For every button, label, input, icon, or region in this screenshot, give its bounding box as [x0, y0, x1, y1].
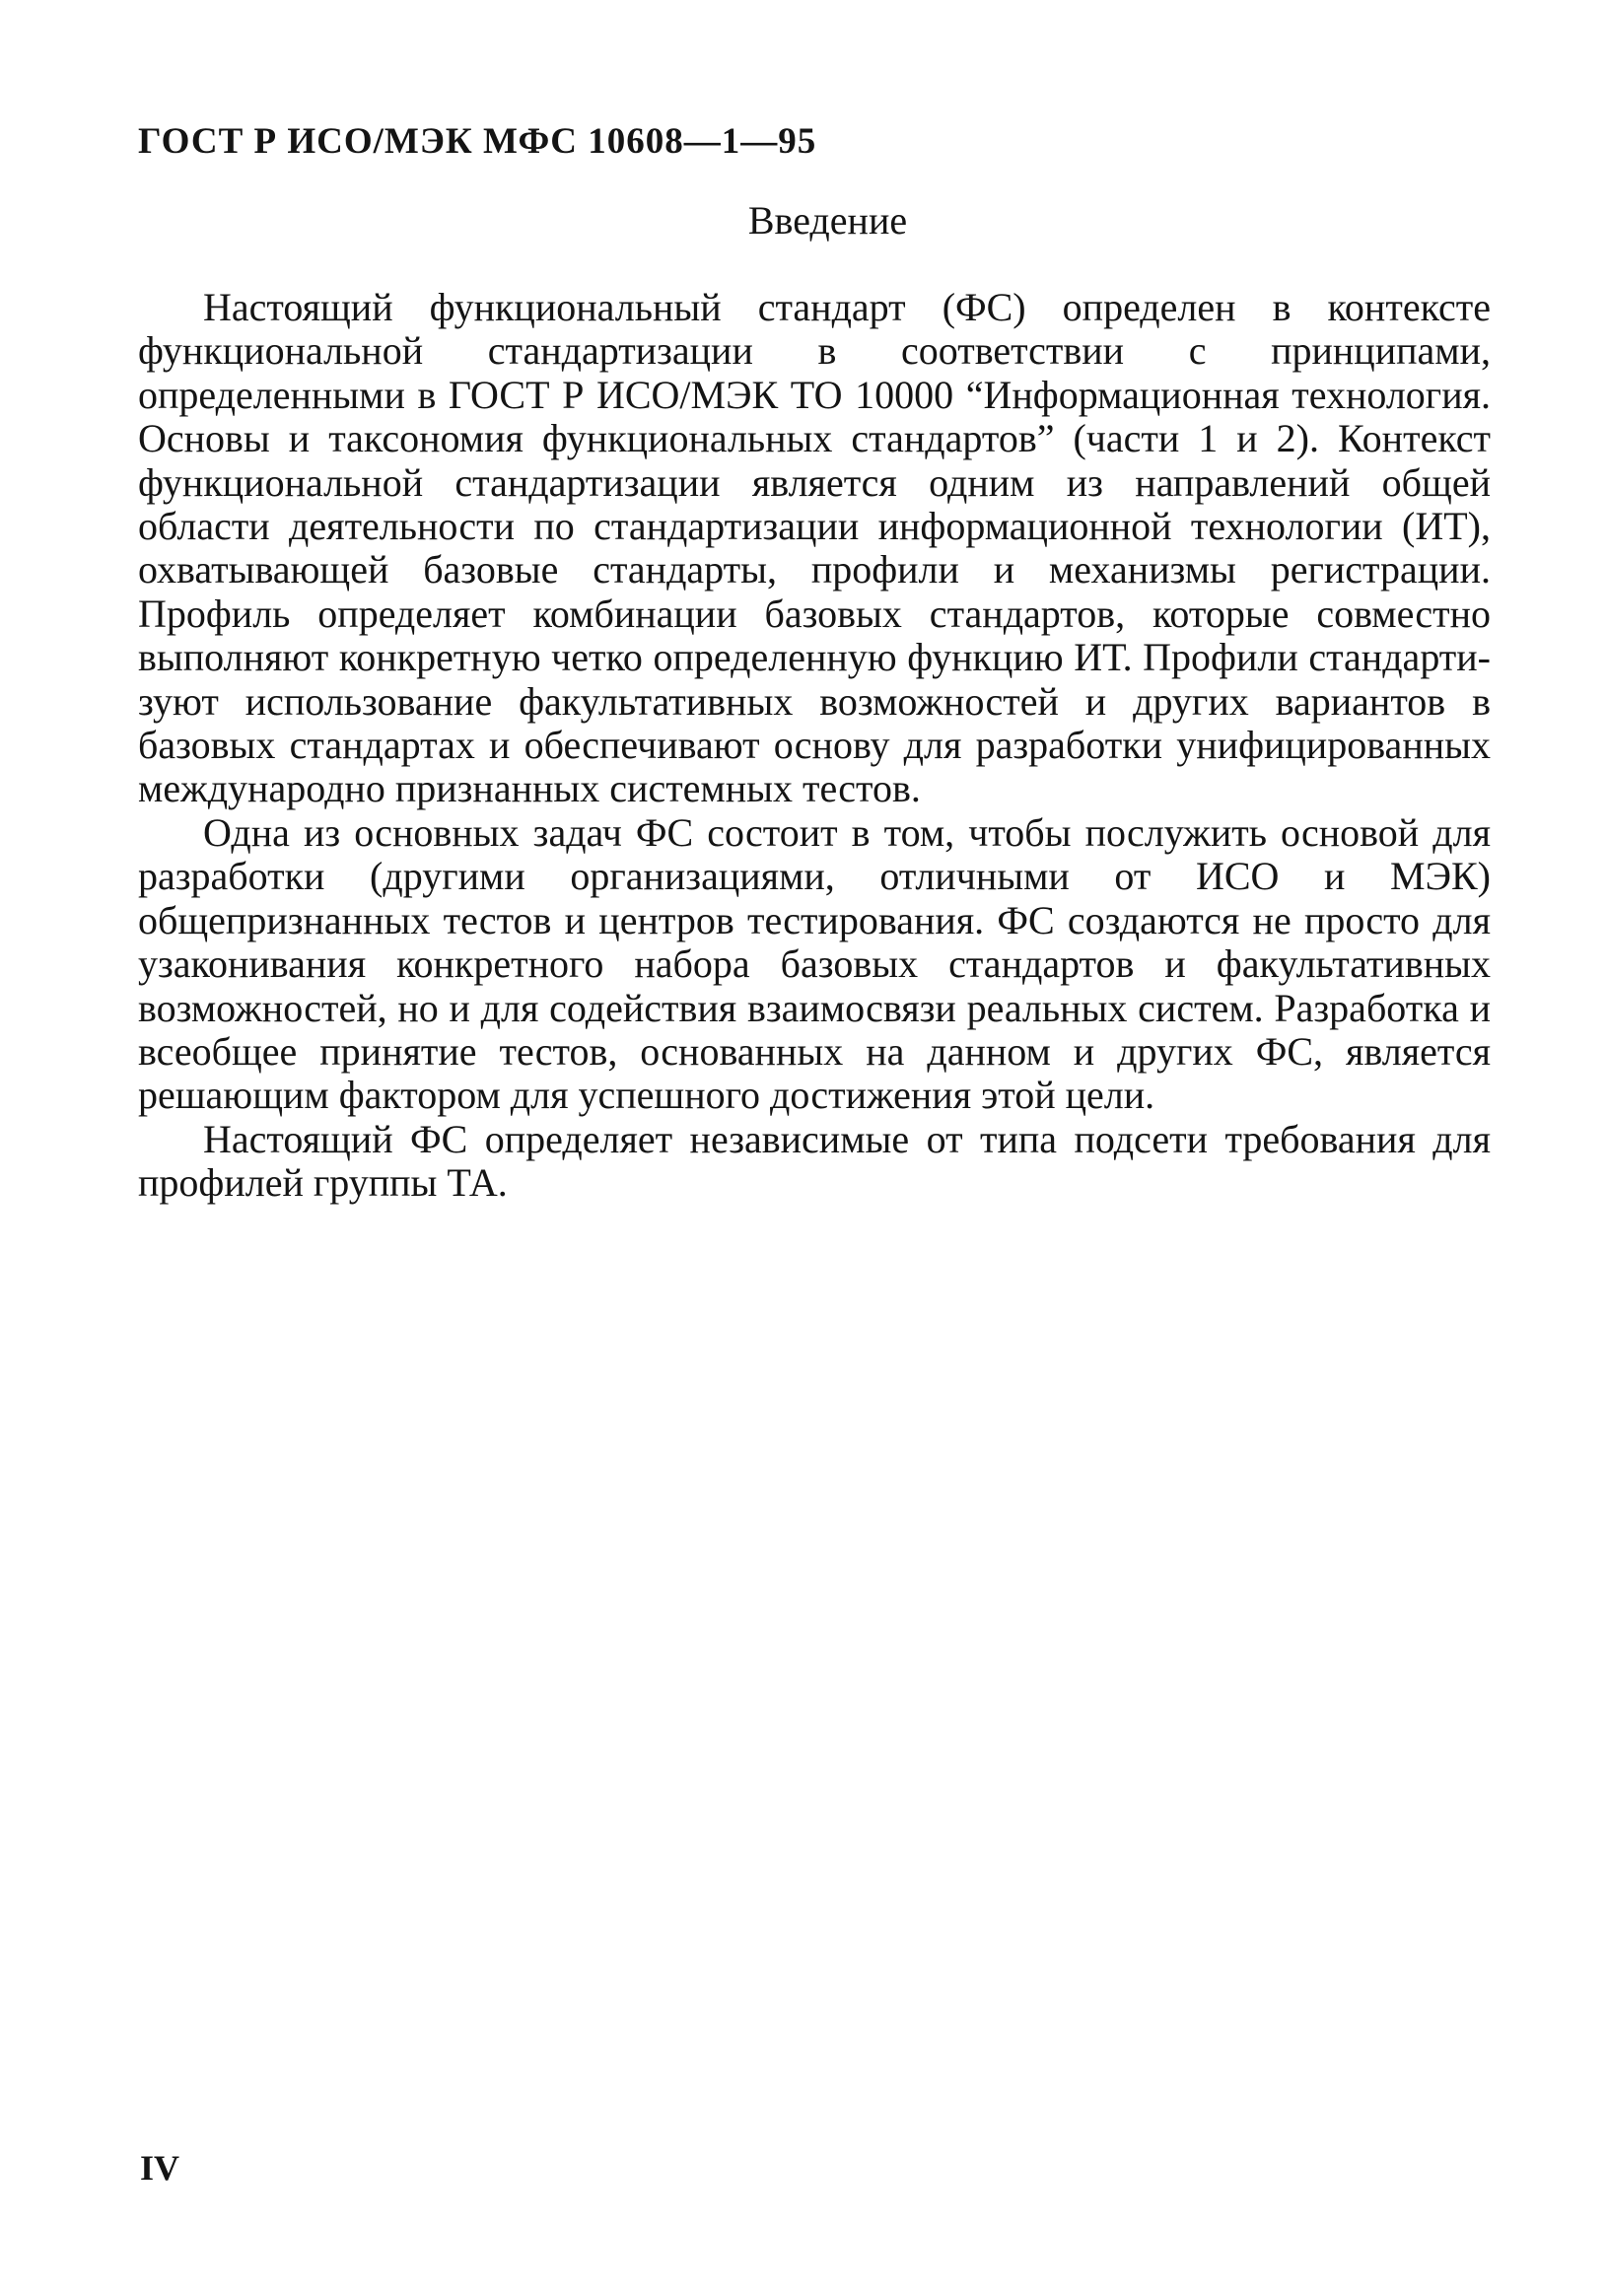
document-body — [138, 286, 1491, 1206]
paragraph: Одна из основных задач ФС состоит в том, чтобы послужить основой для разработки (другими организациями, отличными от ИСО и МЭК) общепризнанных тестов и центров тестирования. ФС создаются не просто для узаконивания конкретного набора базовых стандартов и факультативных возможностей, но и для содействия взаимосвязи реальных систем. Разработка и всеобщее принятие тестов, основанных на данном и других ФС, является решающим фактором для успешного достижения этой цели. — [138, 809, 1491, 1118]
page-number: IV — [140, 2148, 180, 2188]
document-designation: ГОСТ Р ИСО/МЭК МФС 10608—1—95 — [138, 121, 817, 162]
section-title: Введение — [747, 198, 908, 243]
paragraph: Настоящий ФС определяет независимые от типа подсети требования для профилей группы ТА. — [138, 1116, 1491, 1206]
paragraph: Настоящий функциональный стандарт (ФС) определен в контексте функциональной стандартизации в соответствии с принципами, определенными в ГОСТ Р ИСО/МЭК ТО 10000 “Информационная технология. Основы и таксономия функциональных стандартов” (части 1 и 2). Контекст функциональной стандартизации является одним из направлений общей области деятельности по стандартизации информационной технологии (ИТ), охватывающей базовые стандарты, профили и механизмы регистрации. Профиль определяет комбинации базовых стандартов, которые совместно выполняют конкретную четко определенную функцию ИТ. Профили стандартизуют использование факультативных возможностей и других вариантов в базовых стандартах и обеспечивают основу для разработки унифицированных международно признанных системных тестов. — [138, 285, 1491, 811]
